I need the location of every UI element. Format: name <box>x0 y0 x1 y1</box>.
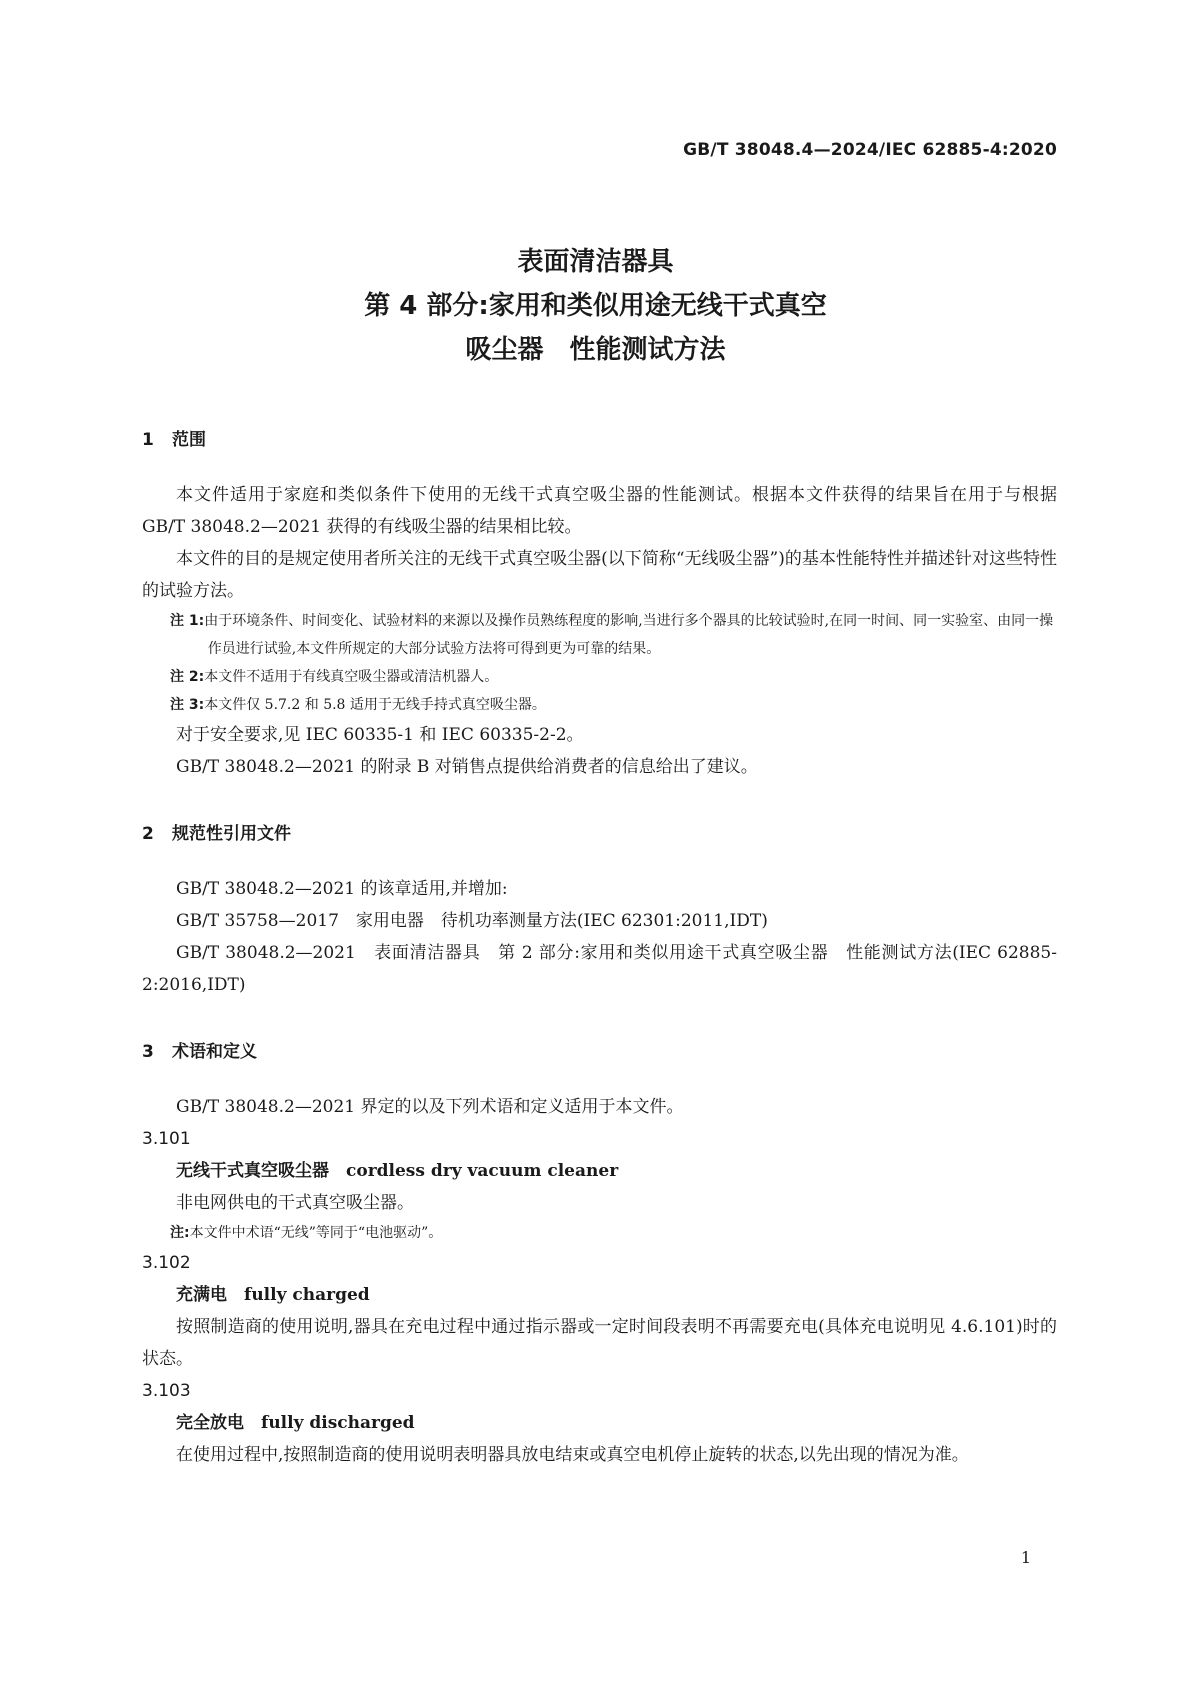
term-number: 3.103 <box>142 1381 191 1401</box>
term-number: 3.101 <box>142 1129 191 1149</box>
term-en: fully charged <box>244 1285 370 1305</box>
section-2-title: 规范性引用文件 <box>172 824 291 844</box>
title-line-1: 表面清洁器具 <box>517 247 674 277</box>
section-2-heading <box>142 819 1057 849</box>
section-3-heading <box>142 1037 1057 1067</box>
normative-reference-1: GB/T 35758—2017 家用电器 待机功率测量方法(IEC 62301:2011,IDT) <box>176 911 768 931</box>
term-zh: 完全放电 <box>176 1413 244 1433</box>
document-title <box>0 240 1191 372</box>
normative-intro: GB/T 38048.2—2021 的该章适用,并增加: <box>176 879 508 899</box>
note-2-label: 注 2: <box>170 669 205 685</box>
document-body <box>142 425 1057 1471</box>
scope-paragraph-1: 本文件适用于家庭和类似条件下使用的无线干式真空吸尘器的性能测试。根据本文件获得的结果旨在用于与根据 GB/T 38048.2—2021 获得的有线吸尘器的结果相比较。 <box>142 485 1057 537</box>
page-number: 1 <box>1020 1548 1031 1567</box>
note-1-text: 由于环境条件、时间变化、试验材料的来源以及操作员熟练程度的影响,当进行多个器具的比较试验时,在同一时间、同一实验室、由同一操作员进行试验,本文件所规定的大部分试验方法将可得到更为可靠的结果。 <box>204 613 1054 657</box>
term-heading <box>142 1155 1057 1187</box>
title-line-2: 第 4 部分:家用和类似用途无线干式真空 <box>364 291 827 321</box>
term-note-text: 本文件中术语“无线”等同于“电池驱动”。 <box>189 1225 443 1241</box>
title-line-3: 吸尘器 性能测试方法 <box>465 335 726 365</box>
standard-number: GB/T 38048.4—2024/IEC 62885-4:2020 <box>683 140 1057 160</box>
term-en: fully discharged <box>261 1413 415 1433</box>
normative-reference-2: GB/T 38048.2—2021 表面清洁器具 第 2 部分:家用和类似用途干式真空吸尘器 性能测试方法(IEC 62885-2:2016,IDT) <box>142 943 1057 995</box>
section-3-title: 术语和定义 <box>172 1042 257 1062</box>
term-definition: 非电网供电的干式真空吸尘器。 <box>176 1193 414 1213</box>
scope-paragraph-4: GB/T 38048.2—2021 的附录 B 对销售点提供给消费者的信息给出了建议。 <box>176 757 758 777</box>
term-zh: 充满电 <box>176 1285 227 1305</box>
scope-note-2 <box>142 663 1057 691</box>
term-number: 3.102 <box>142 1253 191 1273</box>
term-note-label: 注: <box>170 1225 190 1241</box>
scope-paragraph-3: 对于安全要求,见 IEC 60335-1 和 IEC 60335-2-2。 <box>176 725 584 745</box>
note-2-text: 本文件不适用于有线真空吸尘器或清洁机器人。 <box>204 669 499 685</box>
section-1-heading <box>142 425 1057 455</box>
section-3-number: 3 <box>142 1042 154 1062</box>
note-3-label: 注 3: <box>170 697 205 713</box>
term-zh: 无线干式真空吸尘器 <box>176 1161 329 1181</box>
term-note <box>142 1219 1057 1247</box>
term-definition: 在使用过程中,按照制造商的使用说明表明器具放电结束或真空电机停止旋转的状态,以先出现的情况为准。 <box>176 1445 969 1465</box>
term-definition: 按照制造商的使用说明,器具在充电过程中通过指示器或一定时间段表明不再需要充电(具体充电说明见 4.6.101)时的状态。 <box>142 1317 1057 1369</box>
section-1-number: 1 <box>142 430 154 450</box>
section-2-number: 2 <box>142 824 154 844</box>
scope-paragraph-2: 本文件的目的是规定使用者所关注的无线干式真空吸尘器(以下简称“无线吸尘器”)的基本性能特性并描述针对这些特性的试验方法。 <box>142 549 1057 601</box>
term-en: cordless dry vacuum cleaner <box>346 1161 619 1181</box>
note-1-label: 注 1: <box>170 613 205 629</box>
scope-note-3 <box>142 691 1057 719</box>
note-3-text: 本文件仅 5.7.2 和 5.8 适用于无线手持式真空吸尘器。 <box>204 697 546 713</box>
term-heading <box>142 1407 1057 1439</box>
term-heading <box>142 1279 1057 1311</box>
section-1-title: 范围 <box>172 430 206 450</box>
scope-note-1 <box>142 607 1057 663</box>
terms-intro: GB/T 38048.2—2021 界定的以及下列术语和定义适用于本文件。 <box>176 1097 684 1117</box>
